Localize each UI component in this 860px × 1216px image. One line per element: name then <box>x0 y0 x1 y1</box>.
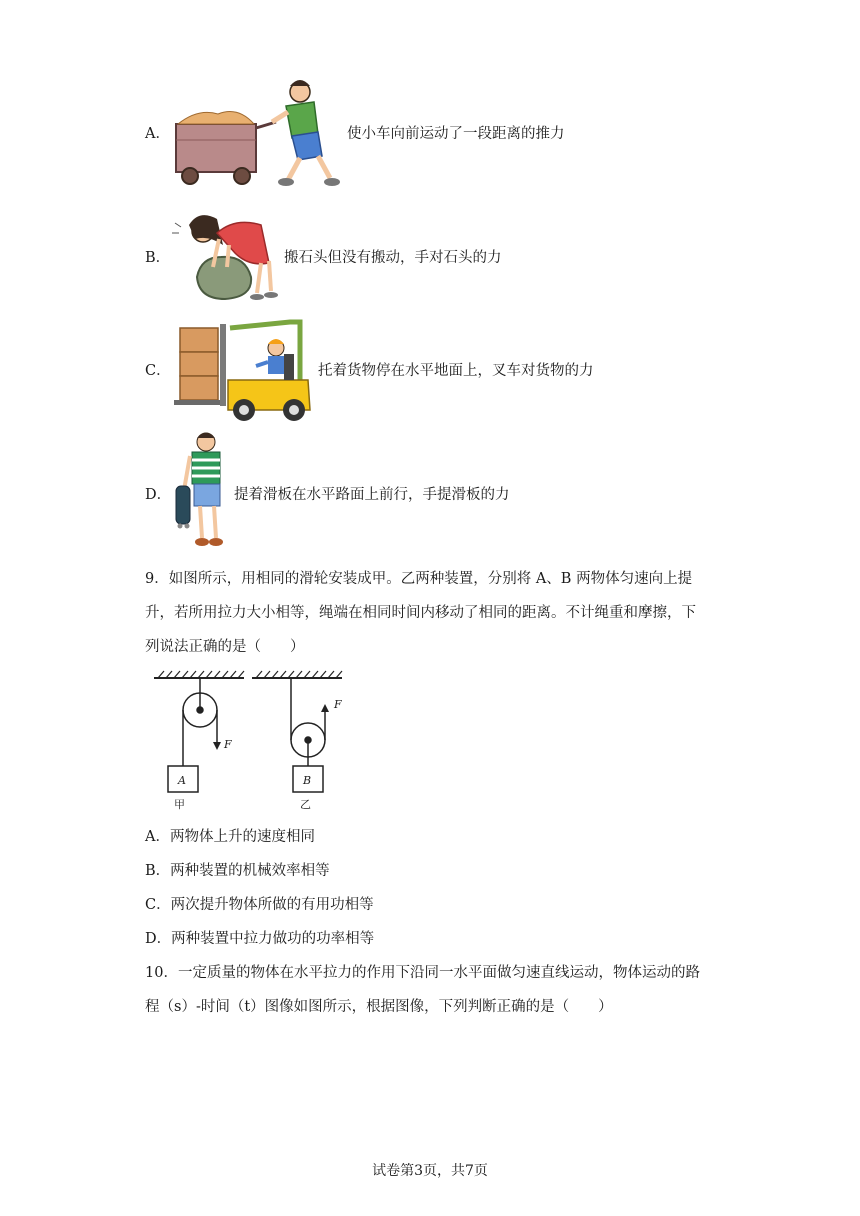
pulley-diagram <box>150 670 360 815</box>
carrying-skateboard-illustration <box>172 430 234 552</box>
forklift-illustration <box>172 318 314 423</box>
force-label-right: F <box>334 698 342 711</box>
q10-stem-line-2: 程（s）-时间（t）图像如图所示，根据图像，下列判断正确的是（ ） <box>145 999 613 1015</box>
q9-option-c: C．两次提升物体所做的有用功相等 <box>145 897 374 913</box>
q9-option-b: B．两种装置的机械效率相等 <box>145 863 330 879</box>
caption-yi: 乙 <box>300 798 311 811</box>
block-b-label: B <box>303 774 312 787</box>
option-a-text: 使小车向前运动了一段距离的推力 <box>347 126 565 142</box>
ceiling-left <box>154 671 244 678</box>
option-b-text: 搬石头但没有搬动，手对石头的力 <box>284 250 502 266</box>
page-footer: 试卷第3页，共7页 <box>372 1163 488 1179</box>
option-b-letter: B． <box>145 250 171 266</box>
option-c-letter: C． <box>145 363 171 379</box>
caption-jia: 甲 <box>174 798 185 811</box>
q10-stem-line-1: 10．一定质量的物体在水平拉力的作用下沿同一水平面做匀速直线运动，物体运动的路 <box>145 965 700 981</box>
q9-stem-line-2: 升，若所用拉力大小相等，绳端在相同时间内移动了相同的距离。不计绳重和摩擦，下 <box>145 605 696 621</box>
option-d-text: 提着滑板在水平路面上前行，手提滑板的力 <box>234 487 510 503</box>
cart-pushing-illustration <box>168 72 348 192</box>
option-c-text: 托着货物停在水平地面上，叉车对货物的力 <box>318 363 594 379</box>
q9-option-a: A．两物体上升的速度相同 <box>145 829 315 845</box>
option-d-letter: D． <box>145 487 172 503</box>
q9-stem-line-3: 列说法正确的是（ ） <box>145 639 305 655</box>
lifting-stone-illustration <box>165 205 280 305</box>
q9-stem-line-1: 9．如图所示，用相同的滑轮安装成甲。乙两种装置，分别将 A、B 两物体匀速向上提 <box>145 571 693 587</box>
force-label-left: F <box>224 738 232 751</box>
fixed-pulley <box>168 678 221 792</box>
ceiling-right <box>252 671 342 678</box>
q9-option-d: D．两种装置中拉力做功的功率相等 <box>145 931 375 947</box>
block-a-label: A <box>178 774 186 787</box>
option-a-letter: A． <box>145 126 170 142</box>
